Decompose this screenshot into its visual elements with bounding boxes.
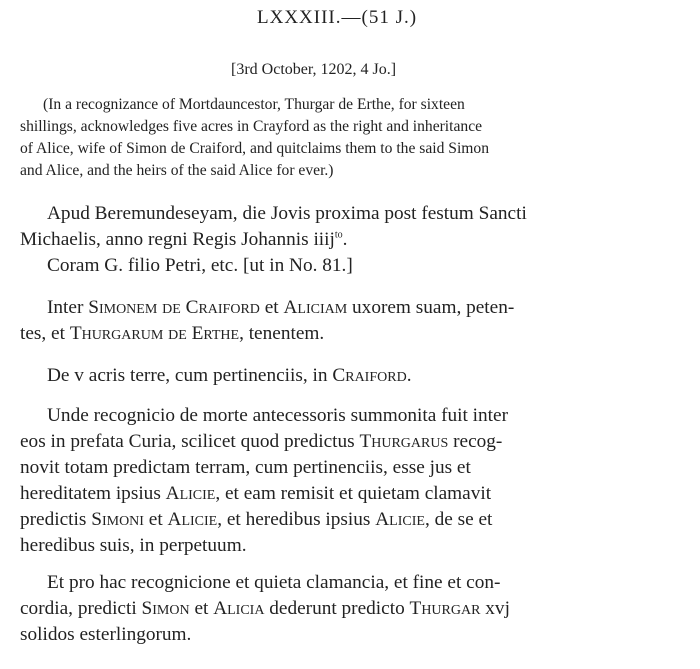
unde-line-4-pre: hereditatem ipsius: [20, 483, 161, 504]
parties-line-2: [20, 323, 324, 345]
party-thurgar: Thurgarum de Erthe: [69, 323, 240, 344]
pro-line-1: Et pro hac recognicione et quieta clamancia, et fine et con-: [47, 572, 501, 593]
summary-line-2: shillings, acknowledges five acres in Crayford as the right and inheritance: [20, 118, 483, 135]
parties-line-1: [47, 297, 514, 319]
unde-name-simoni: Simoni: [91, 509, 144, 530]
charter-number: LXXXIII.: [257, 7, 342, 28]
land-text: De v acris terre, cum pertinenciis, in: [47, 365, 328, 386]
date-line: [3rd October, 1202, 4 Jo.]: [231, 61, 397, 78]
pro-name-simon: Simon: [141, 598, 190, 619]
pro-line-2-mid2: dederunt predicto: [269, 598, 405, 619]
summary-line-1: (In a recognizance of Mortdauncestor, Thurgar de Erthe, for sixteen: [43, 96, 465, 113]
unde-line-2: [20, 431, 502, 453]
summary-line-4: and Alice, and the heirs of the said Alice for ever.): [20, 162, 334, 179]
parties-inter: Inter: [47, 297, 84, 318]
unde-line-5-mid: et: [148, 509, 163, 530]
unde-line-2-post: recog-: [453, 431, 503, 452]
unde-name-alicie-2: Alicie: [167, 509, 218, 530]
parties-rest: uxorem suam, peten-: [352, 297, 515, 318]
unde-line-5-pre: predictis: [20, 509, 87, 530]
charter-heading: [257, 7, 417, 29]
land-place: Craiford: [332, 365, 407, 386]
parties-line-2-post: , tenentem.: [239, 323, 325, 344]
pro-line-3: solidos esterlingorum.: [20, 624, 192, 645]
parties-line-2-pre: tes, et: [20, 323, 65, 344]
unde-line-5-post: , de se et: [424, 509, 493, 530]
unde-line-1: Unde recognicio de morte antecessoris summonita fuit inter: [47, 405, 509, 426]
unde-name-thurgarus: Thurgarus: [359, 431, 449, 452]
unde-line-5: [20, 509, 492, 531]
unde-line-5-mid2: , et heredibus ipsius: [217, 509, 371, 530]
charter-reference: (51 J.): [361, 7, 418, 28]
unde-line-2-pre: eos in prefata Curia, scilicet quod predictus: [20, 431, 355, 452]
coram-line: Coram G. filio Petri, etc. [ut in No. 81.]: [47, 255, 353, 276]
pro-line-2-mid: et: [194, 598, 209, 619]
unde-line-3: novit totam predictam terram, cum pertinenciis, esse jus et: [20, 457, 471, 478]
place-line-1: Apud Beremundeseyam, die Jovis proxima post festum Sancti: [47, 203, 527, 224]
unde-line-6: heredibus suis, in perpetuum.: [20, 535, 247, 556]
land-end: .: [406, 365, 412, 386]
pro-line-2: [20, 598, 510, 620]
party-alicia: Aliciam: [283, 297, 348, 318]
unde-name-alicie: Alicie: [165, 483, 216, 504]
summary-line-3: of Alice, wife of Simon de Craiford, and quitclaims them to the said Simon: [20, 140, 490, 157]
unde-name-alicie-3: Alicie: [375, 509, 425, 530]
regnal-year-superscript: to: [334, 229, 343, 241]
place-line-2-end: .: [342, 229, 348, 250]
unde-line-4-post: , et eam remisit et quietam clamavit: [215, 483, 492, 504]
land-line: [47, 365, 412, 387]
heading-dash: —: [341, 7, 362, 28]
place-line-2: [20, 229, 348, 251]
pro-name-alicia: Alicia: [213, 598, 265, 619]
pro-line-2-post: xvj: [485, 598, 510, 619]
parties-et: et: [264, 297, 279, 318]
pro-line-2-pre: cordia, predicti: [20, 598, 137, 619]
pro-name-thurgar: Thurgar: [409, 598, 481, 619]
place-line-2-text: Michaelis, anno regni Regis Johannis iiij: [20, 229, 335, 250]
unde-line-4: [20, 483, 491, 505]
party-simon: Simonem de Craiford: [88, 297, 260, 318]
